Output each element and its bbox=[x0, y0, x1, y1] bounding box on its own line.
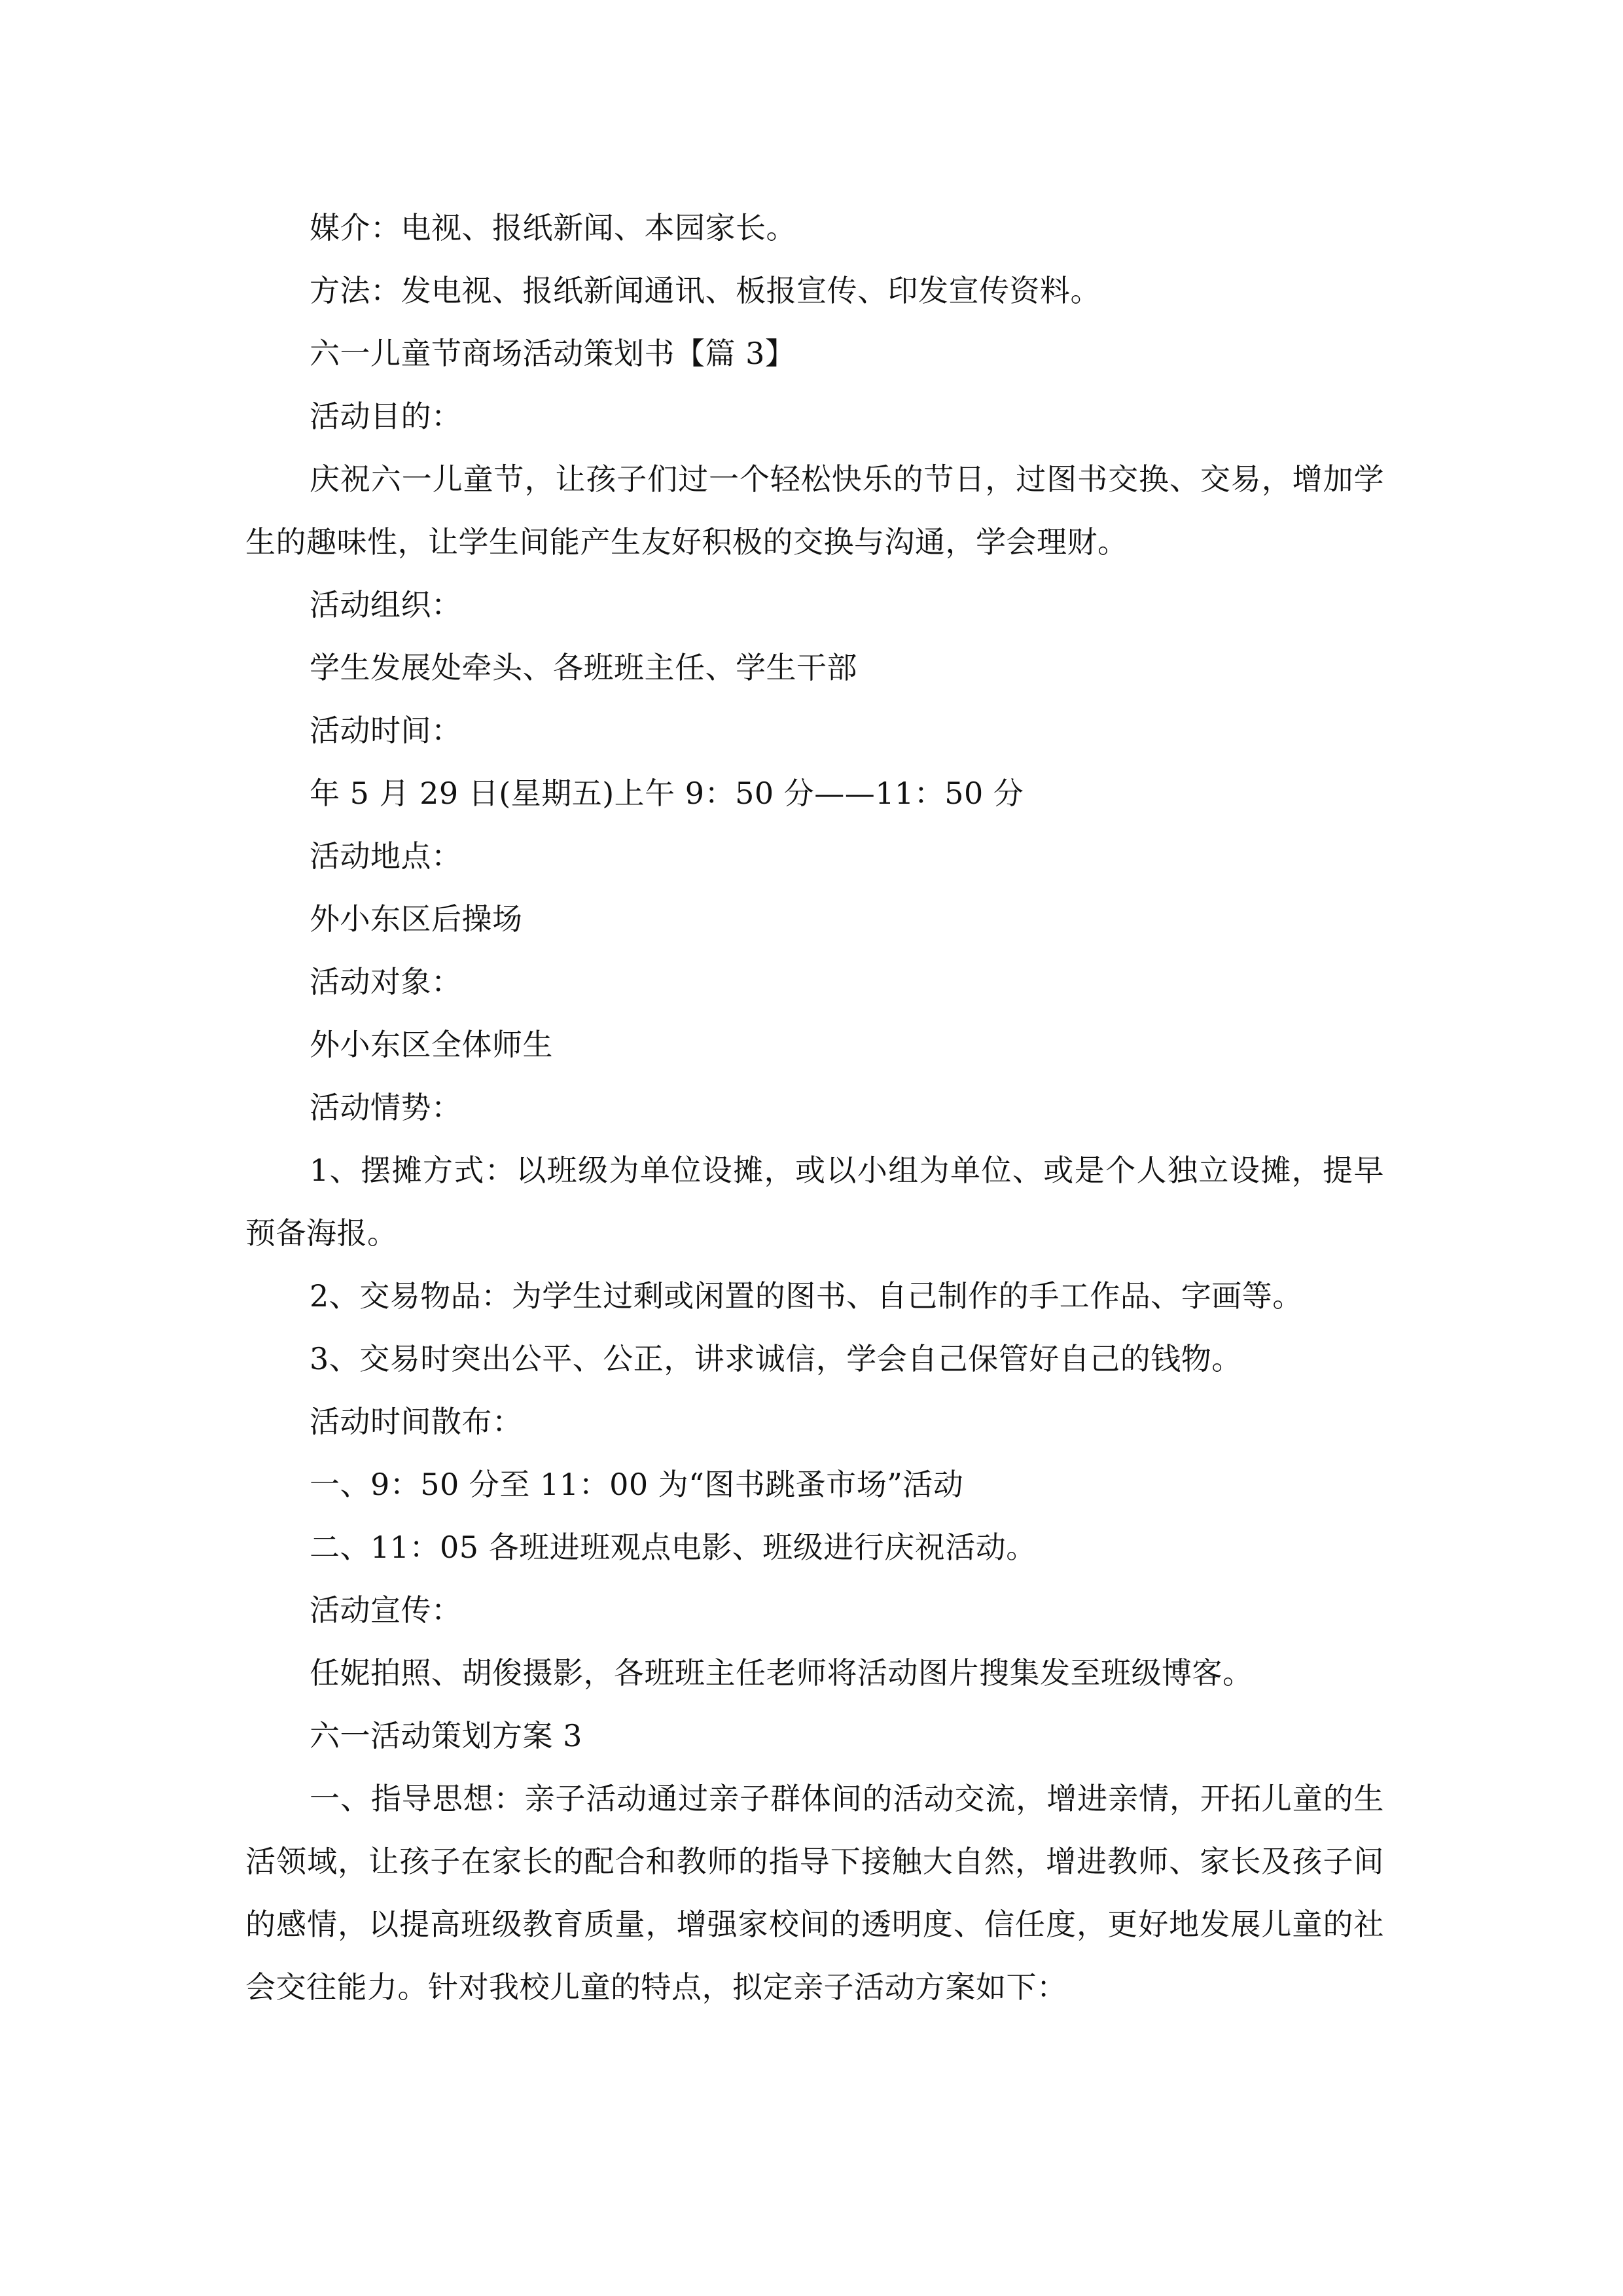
text-line: 外小东区全体师生 bbox=[310, 1027, 553, 1062]
text-line: 方法：发电视、报纸新闻通讯、板报宣传、印发宣传资料。 bbox=[310, 273, 1101, 308]
text-line: 2、交易物品：为学生过剩或闲置的图书、自己制作的手工作品、字画等。 bbox=[310, 1278, 1303, 1314]
text-line: 3、交易时突出公平、公正，讲求诚信，学会自己保管好自己的钱物。 bbox=[310, 1341, 1242, 1376]
text-line: 学生发展处牵头、各班班主任、学生干部 bbox=[310, 650, 857, 685]
text-line: 活动情势： bbox=[310, 1090, 462, 1125]
text-line: 年 5 月 29 日(星期五)上午 9：50 分——11：50 分 bbox=[310, 776, 1024, 811]
text-line: 活动对象： bbox=[310, 964, 462, 999]
paragraph: 一、指导思想：亲子活动通过亲子群体间的活动交流，增进亲情，开拓儿童的生活领域，让孩子在家长的配合和教师的指导下接触大自然，增进教师、家长及孩子间的感情，以提高班级教育质量，增强家校间的透明度、信任度，更好地发展儿童的社会交往能力。针对我校儿童的特点，拟定亲子活动方案如下： bbox=[245, 1781, 1384, 2005]
paragraph: 庆祝六一儿童节，让孩子们过一个轻松快乐的节日，过图书交换、交易，增加学生的趣味性，让学生间能产生友好积极的交换与沟通，学会理财。 bbox=[245, 461, 1384, 560]
text-line: 一、9：50 分至 11：00 为“图书跳蚤市场”活动 bbox=[310, 1467, 964, 1502]
text-line: 媒介：电视、报纸新闻、本园家长。 bbox=[310, 210, 796, 245]
section-heading: 六一儿童节商场活动策划书【篇 3】 bbox=[310, 336, 796, 371]
text-line: 活动宣传： bbox=[310, 1592, 462, 1628]
paragraph: 1、摆摊方式：以班级为单位设摊，或以小组为单位、或是个人独立设摊，提早预备海报。 bbox=[245, 1153, 1384, 1251]
text-line: 外小东区后操场 bbox=[310, 901, 523, 937]
text-line: 活动地点： bbox=[310, 838, 462, 874]
text-line: 活动时间散布： bbox=[310, 1404, 523, 1439]
text-line: 活动时间： bbox=[310, 713, 462, 748]
text-line: 活动目的： bbox=[310, 399, 462, 434]
text-line: 活动组织： bbox=[310, 587, 462, 622]
text-line: 二、11：05 各班进班观点电影、班级进行庆祝活动。 bbox=[310, 1530, 1037, 1565]
section-heading: 六一活动策划方案 3 bbox=[310, 1718, 582, 1753]
text-line: 任妮拍照、胡俊摄影，各班班主任老师将活动图片搜集发至班级博客。 bbox=[310, 1655, 1253, 1691]
document-page bbox=[245, 196, 1384, 2018]
